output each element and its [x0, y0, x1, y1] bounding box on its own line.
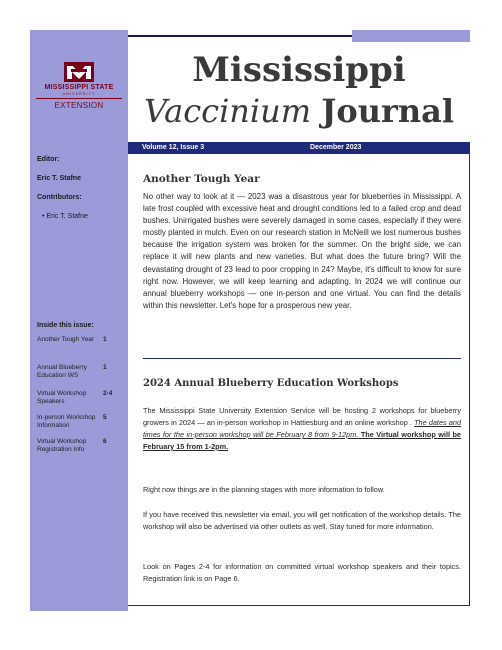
contributor-name: Eric T. Stafne: [46, 213, 88, 220]
issue-number: Volume 12, Issue 3: [142, 144, 205, 151]
article2-p1-text: The Mississippi State University Extension Service will be hosting 2 workshops for blueberry growers in 2024 — an in-person workshop in Hattiesburg and an online workshop .: [143, 406, 461, 427]
toc-title: Annual Blueberry Education WS: [37, 364, 87, 379]
logo-name: MISSISSIPPI STATE: [44, 84, 114, 91]
article2-heading: 2024 Annual Blueberry Education Workshops: [143, 378, 399, 389]
toc-title: Virtual Workshop Speakers: [37, 390, 87, 405]
issue-banner: [128, 142, 470, 154]
msu-m-logo-icon: [62, 62, 96, 82]
masthead-title-journal: Journal: [321, 92, 455, 130]
toc-page: 5: [103, 414, 107, 421]
toc-item[interactable]: [37, 336, 117, 344]
toc-item[interactable]: [37, 438, 117, 454]
logo-extension: EXTENSION: [54, 101, 104, 110]
section-divider: [143, 358, 461, 359]
toc-label: Inside this issue:: [37, 322, 94, 329]
msu-extension-logo: [30, 62, 128, 110]
article1-heading: Another Tough Year: [143, 173, 260, 185]
toc-title: Virtual Workshop Registration Info: [37, 438, 87, 453]
toc-title: In-person Workshop Information: [37, 414, 96, 429]
toc-page: 6: [103, 438, 107, 445]
toc-item[interactable]: [37, 390, 117, 406]
contributor-item: [42, 213, 88, 220]
toc-page: 2-4: [103, 390, 113, 397]
article1-body: No other way to look at it — 2023 was a disastrous year for blueberries in Mississippi. A late frost coupled with excessive heat and drought conditions led to a failed crop and dead bushes. Unirrigated bushes were severely damaged in some cases, especially if they were mostly planted in mulch. Even on our research station in McNeill we lost numerous bushes because the irrigation system was broken for the summer. On the bright side, we can replace it will new plants and new varieties. But what does the future bring? Will the devastating drought of 23 lead to poor cropping in 24? Maybe, it's difficult to know for sure right now. However, we will keep learning and adapting. In 2024 we will continue our annual blueberry workshops — one in-person and one virtual. You can find the details within this newsletter. Let's hope for a prosperous new year.: [143, 192, 461, 310]
logo-university: UNIVERSITY: [62, 92, 96, 96]
toc-item[interactable]: [37, 414, 117, 430]
toc-page: 1: [103, 364, 107, 371]
top-accent-bar: [352, 30, 470, 42]
editor-label: Editor:: [37, 156, 60, 163]
bullet-icon: •: [42, 213, 47, 220]
toc-title: Another Tough Year: [37, 336, 94, 343]
masthead-title-line1: Mississippi: [192, 50, 406, 90]
masthead-title-vaccinium: Vaccinium: [143, 92, 312, 130]
contributors-label: Contributors:: [37, 194, 82, 201]
article2-paragraph1: [143, 405, 461, 453]
editor-name: Eric T. Stafne: [37, 175, 81, 182]
logo-divider: [36, 98, 122, 99]
sidebar: [30, 30, 128, 611]
toc-page: 1: [103, 336, 107, 343]
issue-date: December 2023: [310, 144, 362, 151]
article2-p1-virtual-date: The Virtual workshop will be February 15 from 1-2pm.: [143, 430, 461, 451]
toc-item[interactable]: [37, 364, 117, 380]
masthead-title-line2: [128, 92, 470, 130]
article2-paragraph2: Right now things are in the planning stages with more information to follow.: [143, 485, 385, 494]
article2-paragraph4: Look on Pages 2-4 for information on committed virtual workshop speakers and their topics. Registration link is on Page 6.: [143, 562, 461, 583]
article2-p1-inperson-dates: The dates and times for the in-person workshop will be February 8 from 9-12pm.: [143, 418, 461, 439]
article2-paragraph3: If you have received this newsletter via email, you will get notification of the workshop details. The workshop will also be advertised via other outlets as well. Stay tuned for more information.: [143, 510, 461, 531]
